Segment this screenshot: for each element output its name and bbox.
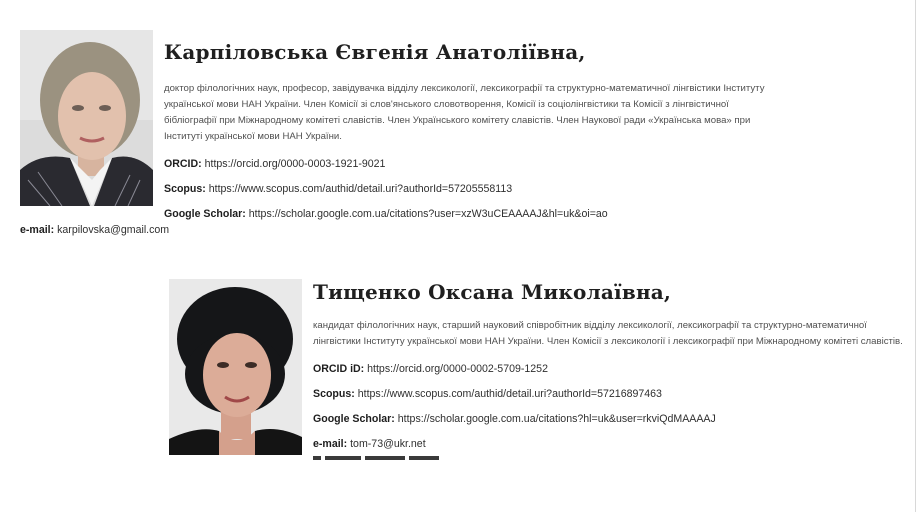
google-scholar-link[interactable]: https://scholar.google.com.ua/citations?user=xzW3uCEAAAAJ&hl=uk&oi=ao — [248, 208, 608, 220]
staff-card-karpilovska — [164, 40, 904, 220]
scopus-label: Scopus: — [164, 183, 206, 195]
email-link[interactable]: tom-73@ukr.net — [350, 438, 426, 450]
email-link[interactable]: karpilovska@gmail.com — [57, 224, 170, 236]
staff-card-tyshchenko — [313, 280, 913, 450]
scopus-row — [313, 389, 913, 400]
email-row — [313, 439, 913, 450]
email-row — [20, 224, 169, 236]
google-scholar-row — [164, 209, 904, 220]
orcid-link[interactable]: https://orcid.org/0000-0003-1921-9021 — [204, 158, 386, 170]
google-scholar-link[interactable]: https://scholar.google.com.ua/citations?hl=uk&user=rkviQdMAAAAJ — [397, 413, 716, 425]
google-scholar-label: Google Scholar: — [313, 413, 395, 425]
orcid-label: ORCID iD: — [313, 363, 365, 375]
google-scholar-row — [313, 414, 913, 425]
orcid-row — [313, 364, 913, 375]
portrait-photo-tyshchenko — [169, 279, 302, 455]
page-edge-divider — [915, 0, 916, 512]
orcid-label: ORCID: — [164, 158, 202, 170]
staff-bio: кандидат філологічних наук, старший науковий співробітник відділу лексикології, лексикографії та структурно-математичної лінгвістики Інституту української мови НАН України. Член Комісії з лексикології і лексикографії при Міжнародному комітеті славістів. — [313, 320, 903, 347]
scopus-label: Scopus: — [313, 388, 355, 400]
staff-name: Карпіловська Євгенія Анатоліївна, — [164, 40, 586, 64]
orcid-row — [164, 159, 904, 170]
portrait-photo-karpilovska — [20, 30, 153, 206]
email-label: e-mail: — [313, 438, 348, 450]
clipped-next-line — [313, 456, 443, 460]
google-scholar-label: Google Scholar: — [164, 208, 246, 220]
staff-name: Тищенко Оксана Миколаївна, — [313, 280, 672, 304]
scopus-row — [164, 184, 904, 195]
email-label: e-mail: — [20, 224, 55, 236]
orcid-link[interactable]: https://orcid.org/0000-0002-5709-1252 — [367, 363, 548, 375]
scopus-link[interactable]: https://www.scopus.com/authid/detail.uri?authorId=57205558113 — [208, 183, 513, 195]
scopus-link[interactable]: https://www.scopus.com/authid/detail.uri?authorId=57216897463 — [357, 388, 662, 400]
staff-bio: доктор філологічних наук, професор, завідувачка відділу лексикології, лексикографії та структурно-математичної лінгвістики Інституту української мови НАН України. Член Комісії зі слов'янського словотворення, Комісії із соціолінгвістики та Комісії з лінгвістичної бібліографії при Міжнародному комітеті славістів. Член Українського комітету славістів. Член Наукової ради «Українська мова» при Інституті української мови НАН України. — [164, 83, 765, 142]
